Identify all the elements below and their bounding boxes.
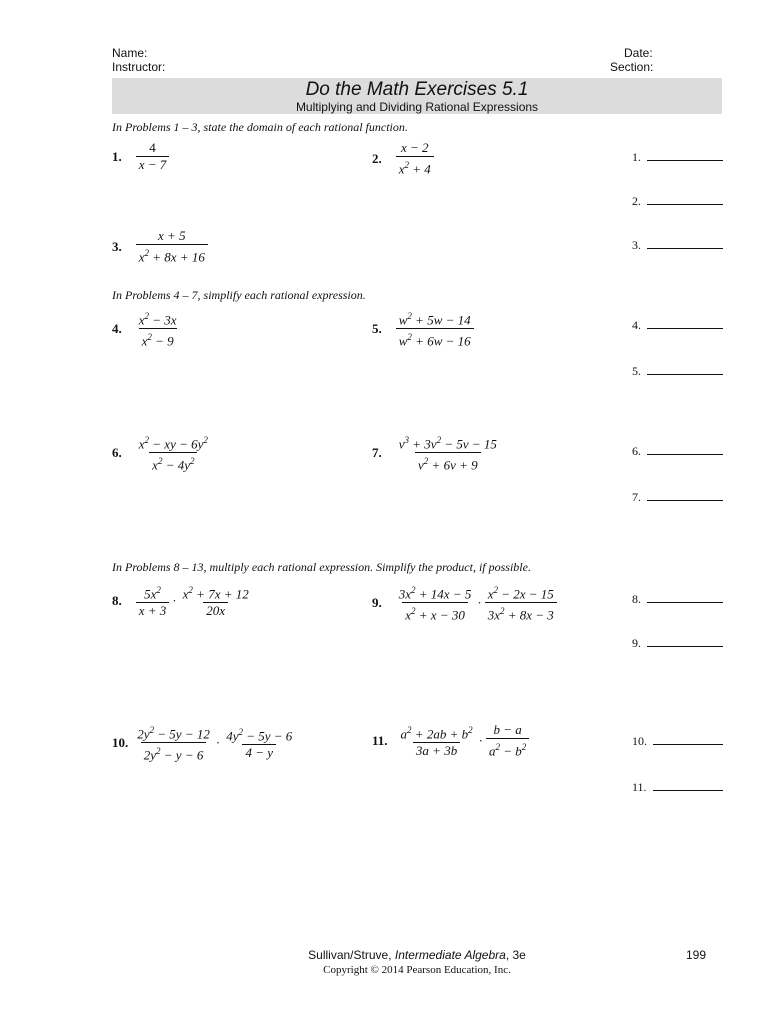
page-title: Do the Math Exercises 5.1	[305, 79, 529, 100]
fraction: $\frac{4}{x - 7}$	[136, 140, 170, 173]
problem-4	[112, 308, 180, 350]
problem-2	[372, 140, 434, 177]
instructor-label: Instructor:	[112, 60, 166, 74]
answer-blank-8[interactable]: 8.	[632, 592, 723, 607]
problem-number: 1.	[112, 148, 122, 164]
answer-blank-6[interactable]: 6.	[632, 444, 723, 459]
date-label: Date:	[624, 46, 653, 60]
fraction: $\frac{a^2 + 2ab + b^2}{3a + 3b}$	[400, 725, 473, 759]
page-number: 199	[686, 948, 707, 962]
fraction: $\frac{x + 5}{x^2 + 8x + 16}$	[136, 228, 208, 265]
answer-blank-3[interactable]: 3.	[632, 238, 723, 253]
problem-1	[112, 140, 169, 173]
footer-citation: Sullivan/Struve, Intermediate Algebra, 3e	[308, 948, 526, 962]
fraction: $\frac{x^2 - 2x - 15}{3x^2 + 8x - 3}$	[485, 582, 557, 624]
problem-number: 6.	[112, 444, 122, 460]
fraction: $\frac{5x^2}{x + 3}$	[136, 582, 170, 619]
answer-blank-7[interactable]: 7.	[632, 490, 723, 505]
problem-number: 7.	[372, 444, 382, 460]
problem-number: 2.	[372, 150, 382, 166]
problem-number: 8.	[112, 592, 122, 608]
fraction: $\frac{x^2 + 7x + 12}{20x}$	[182, 585, 249, 619]
answer-blank-2[interactable]: 2.	[632, 194, 723, 209]
answer-blank-5[interactable]: 5.	[632, 364, 723, 379]
problem-6	[112, 432, 211, 474]
problem-number: 11.	[372, 732, 388, 748]
problem-number: 3.	[112, 238, 122, 254]
problem-10: 10. $\frac{2y^2 - 5y - 12}{2y^2 - y - 6}$ · $\frac{4y^2 - 5y - 6}{4 - y}$	[112, 722, 295, 764]
fraction: $\frac{x^2 - xy - 6y^2}{x^2 - 4y^2}$	[138, 435, 208, 473]
fraction: $\frac{v^3 + 3v^2 - 5v - 15}{v^2 + 6v + 9}$	[398, 435, 497, 473]
problem-number: 10.	[112, 734, 129, 750]
footer-copyright: Copyright © 2014 Pearson Education, Inc.	[323, 964, 511, 976]
instructions-part1: In Problems 1 – 3, state the domain of each rational function.	[112, 120, 408, 134]
problem-5	[372, 308, 474, 350]
fraction: $\frac{4y^2 - 5y - 6}{4 - y}$	[226, 727, 293, 761]
page-subtitle: Multiplying and Dividing Rational Expressions	[295, 100, 539, 114]
problem-11: 11. $\frac{a^2 + 2ab + b^2}{3a + 3b}$ · $\frac{b - a}{a^2 - b^2}$	[372, 722, 529, 759]
fraction: $\frac{x - 2}{x^2 + 4}$	[396, 140, 434, 177]
problem-8: 8. $\frac{5x^2}{x + 3}$ · $\frac{x^2 + 7x + 12}{20x}$	[112, 582, 252, 619]
fraction: $\frac{3x^2 + 14x - 5}{x^2 + x - 30}$	[398, 585, 472, 623]
fraction: $\frac{x^2 - 3x}{x^2 - 9}$	[138, 311, 177, 349]
problem-3	[112, 228, 208, 265]
fraction: $\frac{w^2 + 5w - 14}{w^2 + 6w - 16}$	[396, 308, 474, 350]
answer-blank-4[interactable]: 4.	[632, 318, 723, 333]
answer-blank-10[interactable]: 10.	[632, 734, 723, 749]
problem-7	[372, 432, 500, 474]
fraction: $\frac{2y^2 - 5y - 12}{2y^2 - y - 6}$	[137, 725, 210, 763]
instructions-part3: In Problems 8 – 13, multiply each rational expression. Simplify the product, if possible.	[112, 560, 531, 574]
title-band	[112, 78, 722, 114]
problem-number: 9.	[372, 594, 382, 610]
answer-blank-9[interactable]: 9.	[632, 636, 723, 651]
section-label: Section:	[610, 60, 654, 74]
problem-number: 5.	[372, 320, 382, 336]
answer-blank-1[interactable]: 1.	[632, 150, 723, 165]
problem-9: 9. $\frac{3x^2 + 14x - 5}{x^2 + x - 30}$ · $\frac{x^2 - 2x - 15}{3x^2 + 8x - 3}$	[372, 582, 557, 624]
instructions-part2: In Problems 4 – 7, simplify each rational expression.	[112, 288, 366, 302]
problem-number: 4.	[112, 320, 122, 336]
answer-blank-11[interactable]: 11.	[632, 780, 723, 795]
fraction: $\frac{b - a}{a^2 - b^2}$	[486, 722, 529, 759]
name-label: Name:	[112, 46, 148, 60]
